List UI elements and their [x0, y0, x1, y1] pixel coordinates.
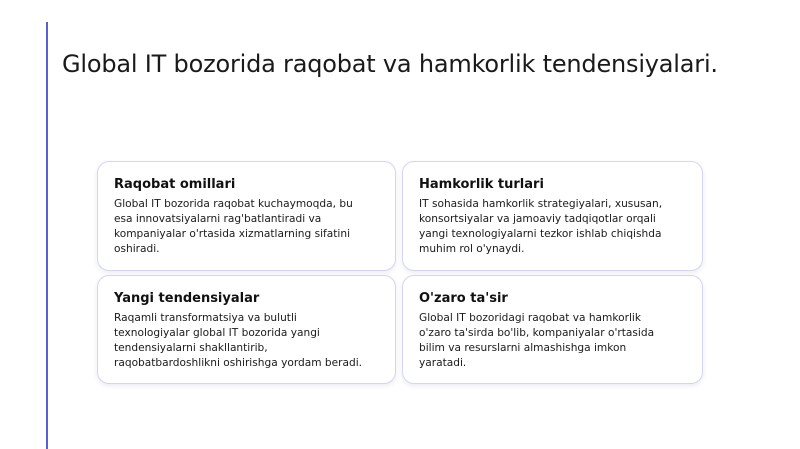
slide-title: Global IT bozorida raqobat va hamkorlik tendensiyalari.: [62, 50, 718, 78]
card-text-line: konsortsiyalar va jamoaviy tadqiqotlar orqali: [419, 213, 656, 225]
card-text-line: esa innovatsiyalarni rag'batlantiradi va: [114, 213, 322, 225]
card-text: [114, 311, 379, 371]
card-text: [419, 311, 686, 371]
card-text: [114, 197, 379, 257]
card-text-line: yaratadi.: [419, 357, 467, 369]
card-text-line: raqobatbardoshlikni oshirishga yordam beradi.: [114, 357, 363, 369]
card-title: Yangi tendensiyalar: [114, 291, 260, 306]
card-text-line: oshiradi.: [114, 243, 160, 255]
card-text-line: Global IT bozoridagi raqobat va hamkorlik: [419, 312, 641, 324]
card-title: Raqobat omillari: [114, 177, 236, 192]
card-raqobat-omillari: [97, 161, 396, 271]
card-title: O'zaro ta'sir: [419, 291, 508, 306]
card-text-line: kompaniyalar o'rtasida xizmatlarning sifatini: [114, 228, 351, 240]
card-text-line: texnologiyalar global IT bozorida yangi: [114, 327, 320, 339]
card-ozaro-tasir: [402, 275, 703, 384]
accent-line: [46, 22, 48, 449]
card-yangi-tendensiyalar: [97, 275, 396, 384]
card-text-line: bilim va resurslarni almashishga imkon: [419, 342, 627, 354]
card-text-line: IT sohasida hamkorlik strategiyalari, xususan,: [419, 198, 663, 210]
card-text-line: Global IT bozorida raqobat kuchaymoqda, bu: [114, 198, 353, 210]
card-text-line: tendensiyalarni shakllantirib,: [114, 342, 268, 354]
card-text: [419, 197, 686, 257]
card-text-line: yangi texnologiyalarni tezkor ishlab chiqishda: [419, 228, 662, 240]
card-text-line: o'zaro ta'sirda bo'lib, kompaniyalar o'rtasida: [419, 327, 655, 339]
card-title: Hamkorlik turlari: [419, 177, 544, 192]
card-text-line: muhim rol o'ynaydi.: [419, 243, 525, 255]
card-hamkorlik-turlari: [402, 161, 703, 271]
card-text-line: Raqamli transformatsiya va bulutli: [114, 312, 297, 324]
